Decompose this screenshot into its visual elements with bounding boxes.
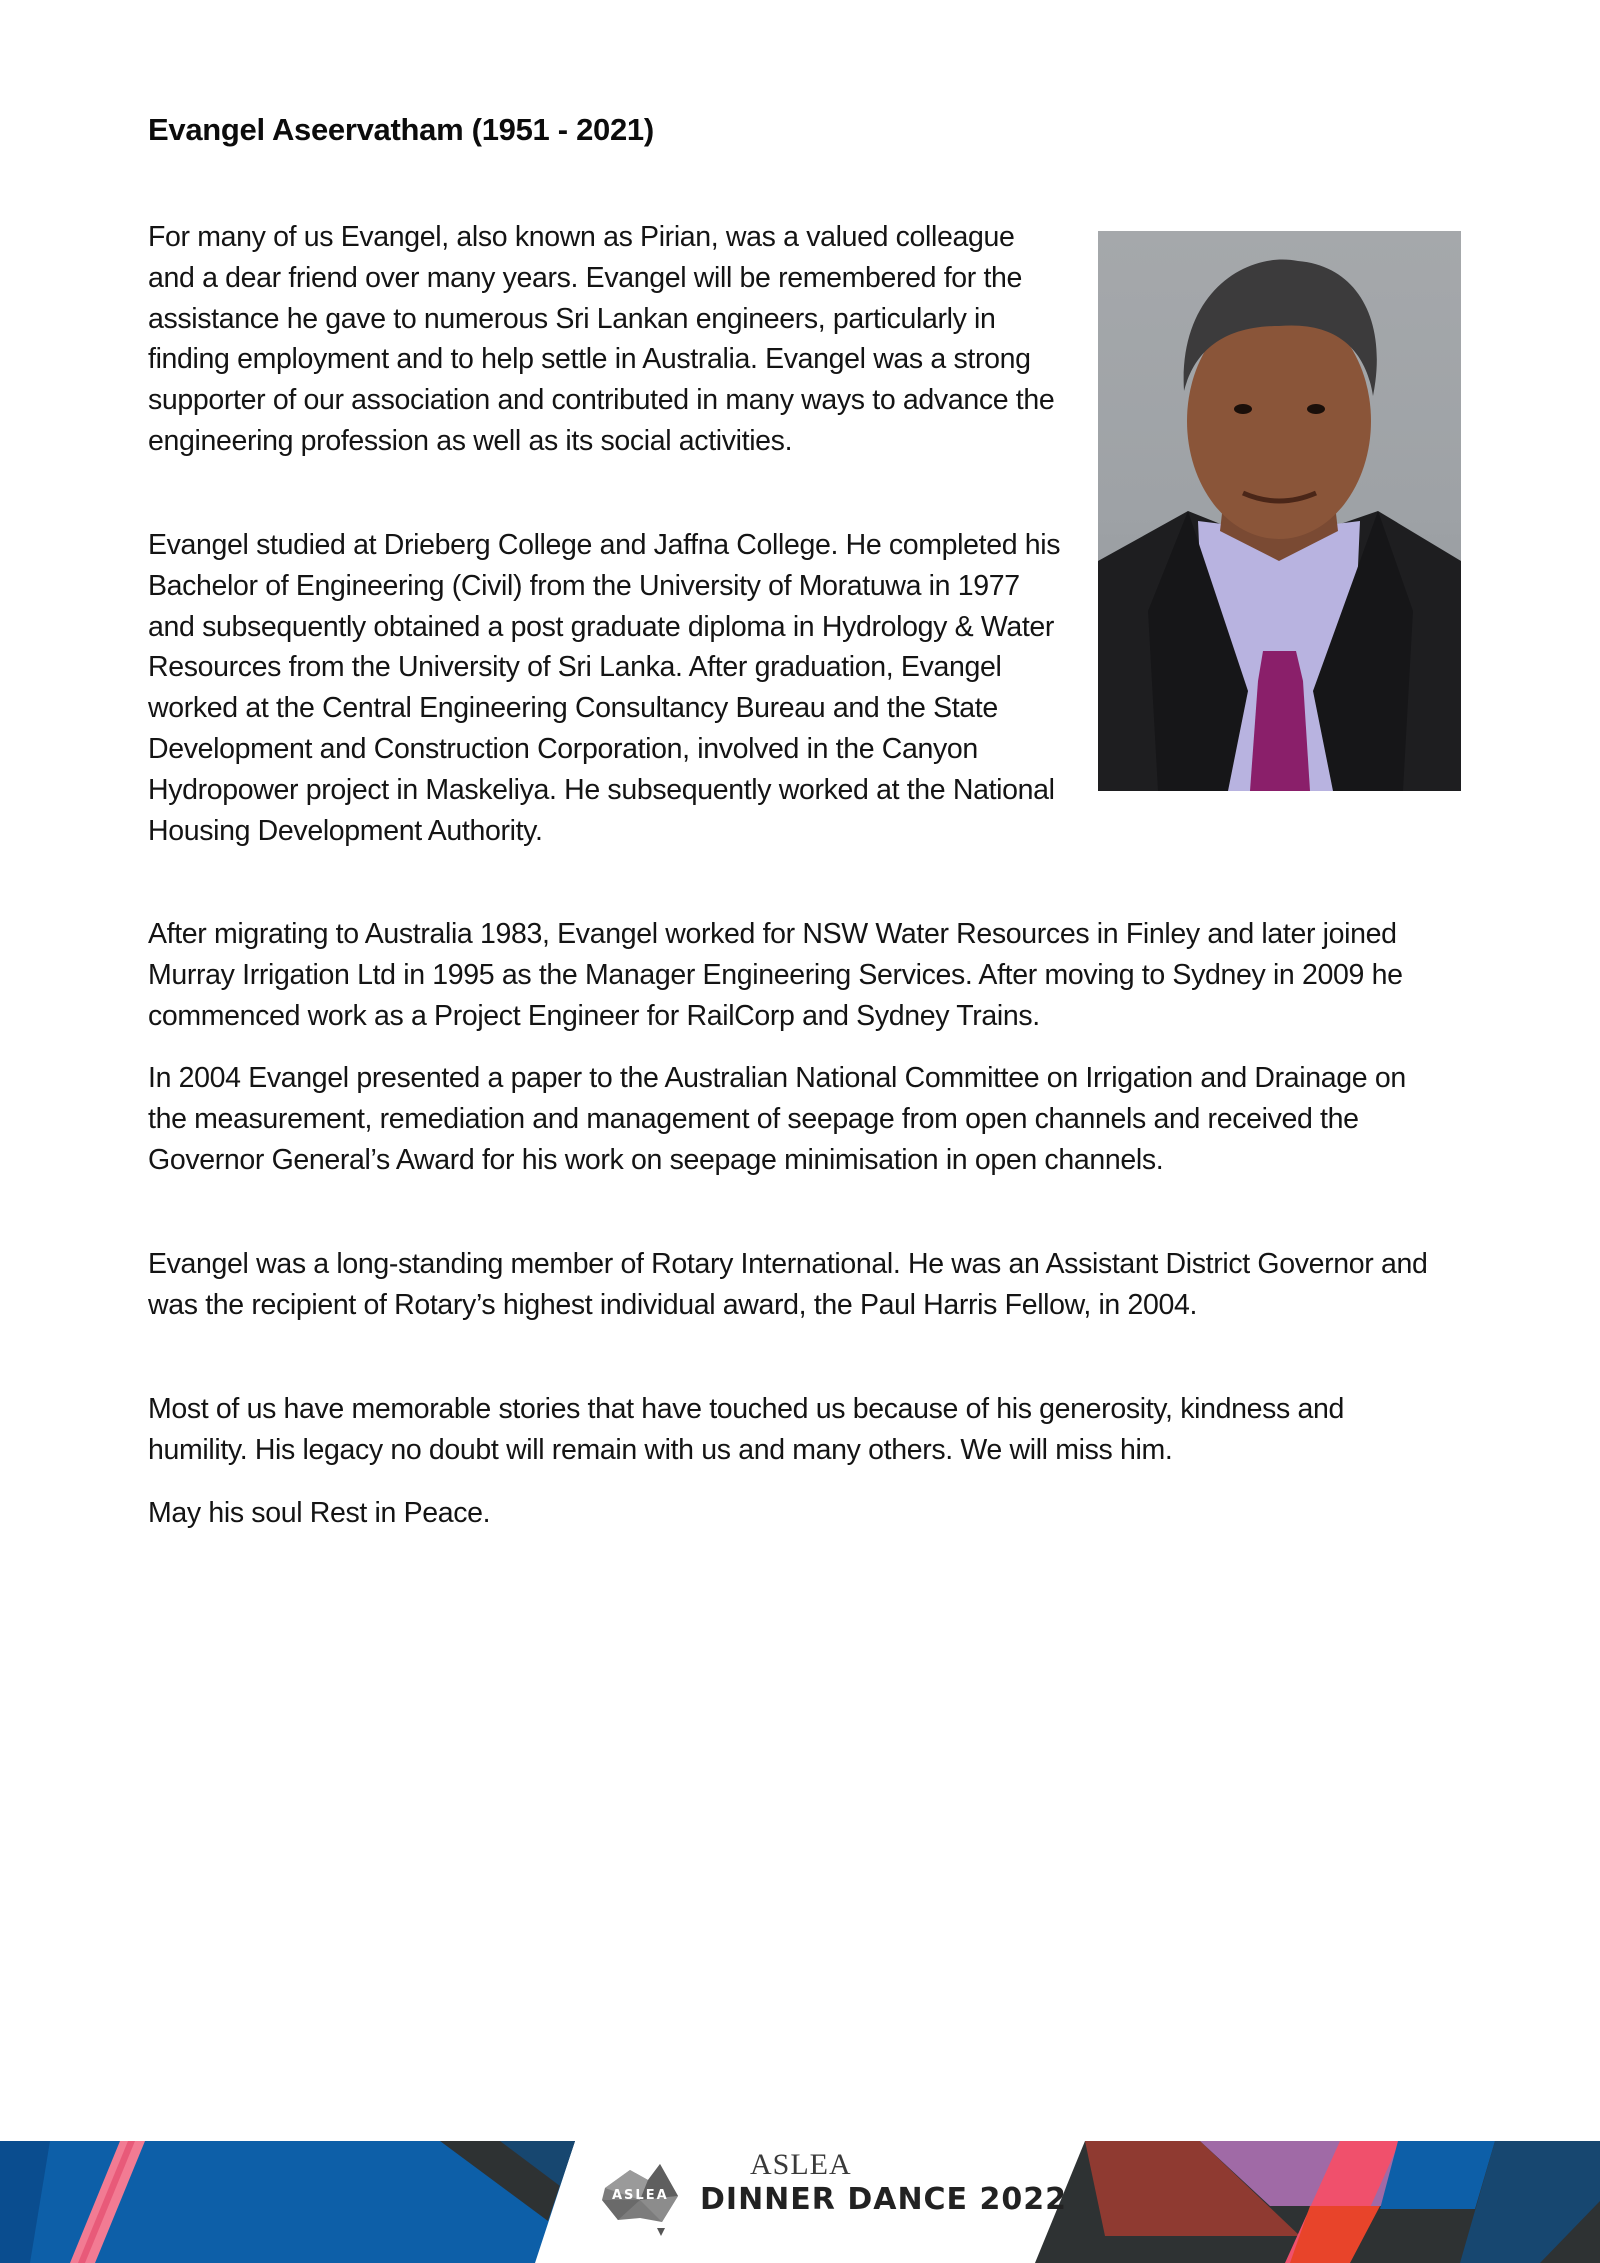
- org-name: ASLEA: [750, 2148, 852, 2181]
- paragraph-australia-career: After migrating to Australia 1983, Evangel worked for NSW Water Resources in Finley and later joined Murray Irrigation Ltd in 1995 as the Manager Engineering Services. After moving to Sydney in 2009 he commenced work as a Project Engineer for RailCorp and Sydney Trains.: [148, 918, 1403, 1032]
- paragraph-education: Evangel studied at Drieberg College and Jaffna College. He completed his Bachelor of Engineering (Civil) from the University of Moratuwa in 1977 and subsequently obtained a post graduate diploma in Hydrology & Water Resources from the University of Sri Lanka. After graduation, Evangel worked at the Central Engineering Consultancy Bureau and the State Development and Construction Corporation, involved in the Canyon Hydropower project in Maskeliya. He subsequently worked at the National Housing Development Authority.: [148, 529, 1061, 847]
- paragraph-intro: For many of us Evangel, also known as Pirian, was a valued colleague and a dear friend over many years. Evangel will be remembered for the assistance he gave to numerous Sri Lankan engineers, particularly in finding employment and to help settle in Australia. Evangel was a strong supporter of our association and contributed in many ways to advance the engineering profession as well as its social activities.: [148, 221, 1055, 457]
- paragraph-award: In 2004 Evangel presented a paper to the Australian National Committee on Irrigation and Drainage on the measurement, remediation and management of seepage from open channels and received the Governor General’s Award for his work on seepage minimisation in open channels.: [148, 1062, 1406, 1176]
- paragraph-rotary: Evangel was a long-standing member of Rotary International. He was an Assistant District Governor and was the recipient of Rotary’s highest individual award, the Paul Harris Fellow, in 2004.: [148, 1248, 1428, 1321]
- event-name: DINNER DANCE 2022: [700, 2182, 1067, 2217]
- paragraph-legacy: Most of us have memorable stories that have touched us because of his generosity, kindness and humility. His legacy no doubt will remain with us and many others. We will miss him.: [148, 1393, 1344, 1466]
- page-title: Evangel Aseervatham (1951 - 2021): [148, 112, 654, 147]
- paragraph-rest-in-peace: May his soul Rest in Peace.: [148, 1497, 491, 1529]
- portrait-photo: [1098, 231, 1461, 791]
- logo-mark-label: ASLEA: [612, 2188, 669, 2203]
